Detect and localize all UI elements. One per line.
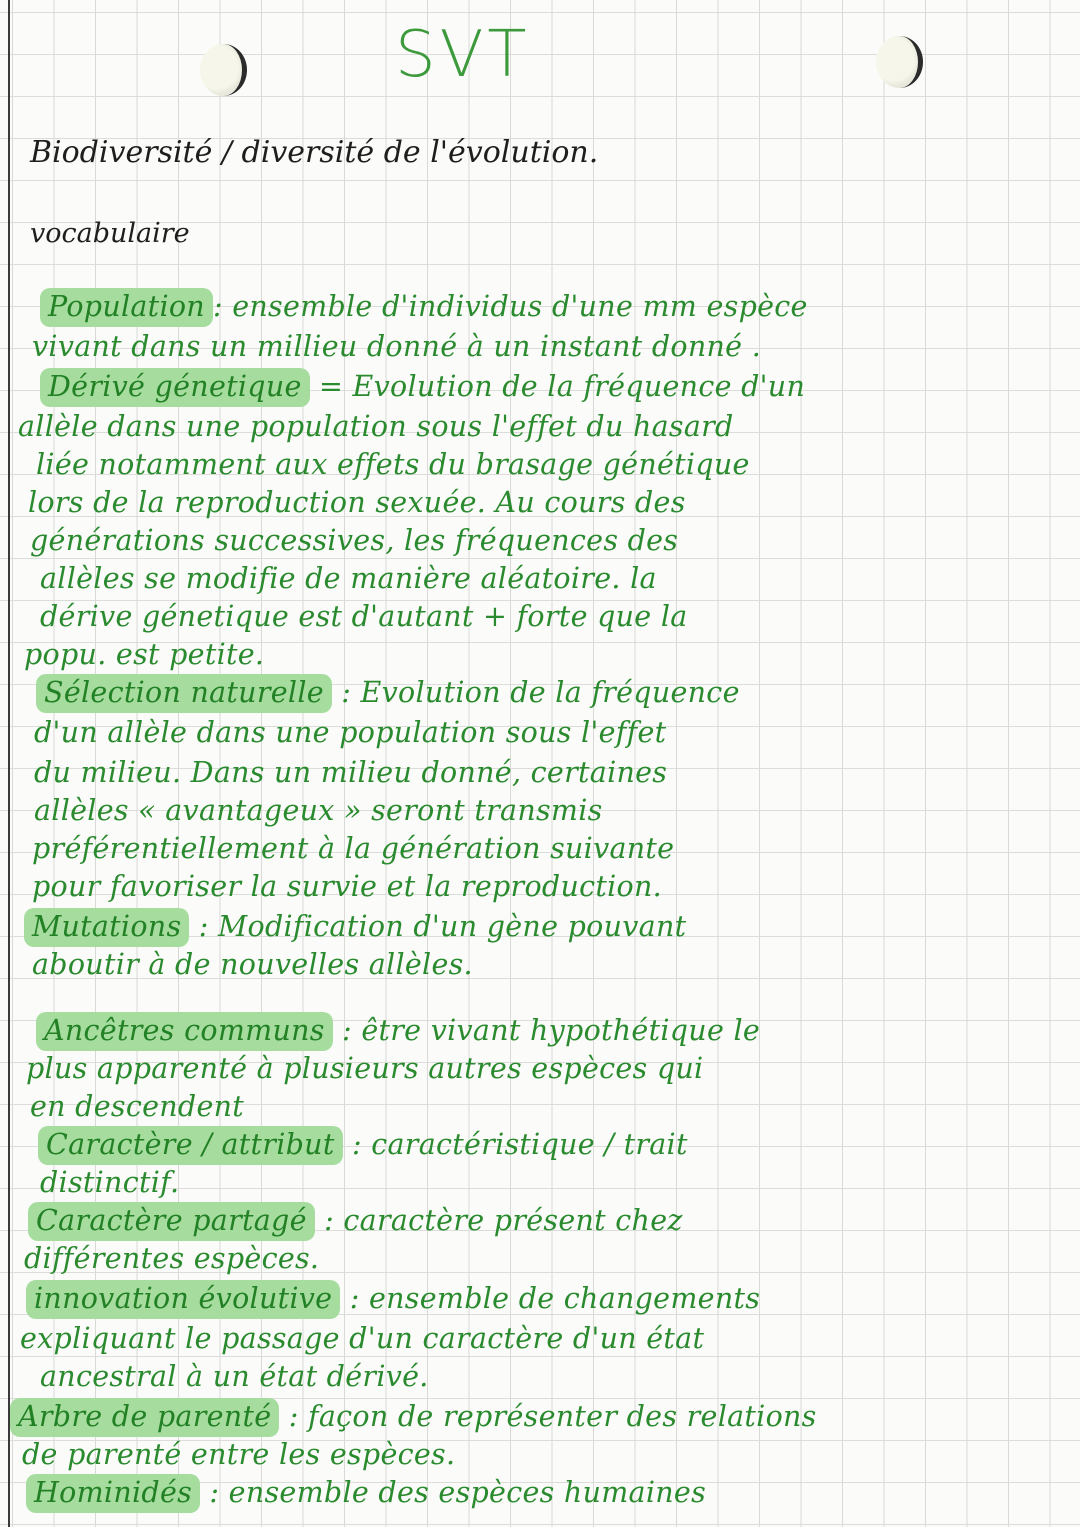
page-title: SVT [395, 18, 531, 92]
definition-character-attribute [46, 1128, 688, 1161]
definition-line: vivant dans un millieu donné à un instant donné . [32, 330, 762, 363]
definition-line: préférentiellement à la génération suivante [32, 832, 675, 865]
term-highlight: Hominidés [26, 1474, 200, 1513]
definition-line: allèle dans une population sous l'effet du hasard [18, 410, 734, 443]
definition-shared-character [36, 1204, 683, 1237]
definition-line: en descendent [30, 1090, 245, 1123]
definition-line: dérive génetique est d'autant + forte que la [40, 600, 688, 633]
definition-population [48, 290, 808, 323]
definition-line: allèles se modifie de manière aléatoire. la [40, 562, 657, 595]
definition-line: distinctif. [40, 1166, 180, 1199]
term-highlight: innovation évolutive [26, 1280, 340, 1319]
term-highlight: Arbre de parenté [10, 1398, 279, 1437]
definition-line: différentes espèces. [24, 1242, 320, 1275]
term-highlight: Ancêtres communs [36, 1012, 333, 1051]
notebook-margin-line [8, 0, 10, 1527]
definition-text: : ensemble des espèces humaines [200, 1476, 707, 1509]
definition-line: lors de la reproduction sexuée. Au cours des [28, 486, 686, 519]
term-highlight: Mutations [24, 908, 189, 947]
binder-hole-left [200, 44, 247, 96]
definition-line: de parenté entre les espèces. [22, 1438, 456, 1471]
definition-line: pour favoriser la survie et la reproduction. [32, 870, 663, 903]
definition-hominids [34, 1476, 706, 1509]
definition-line: d'un allèle dans une population sous l'effet [34, 716, 667, 749]
term-highlight: Population [40, 288, 213, 327]
definition-phylogenetic-tree [18, 1400, 817, 1433]
definition-line: expliquant le passage d'un caractère d'un état [20, 1322, 705, 1355]
term-highlight: Caractère partagé [28, 1202, 315, 1241]
definition-common-ancestors [44, 1014, 760, 1047]
definition-text: : façon de représenter des relations [279, 1400, 817, 1433]
term-highlight: Sélection naturelle [36, 674, 332, 713]
definition-line: aboutir à de nouvelles allèles. [32, 948, 473, 981]
definition-text: : Evolution de la fréquence [331, 676, 740, 709]
definition-natural-selection [44, 676, 740, 709]
definition-line: liée notamment aux effets du brasage génétique [36, 448, 750, 481]
definition-text: : caractéristique / trait [342, 1128, 688, 1161]
definition-line: plus apparenté à plusieurs autres espèces qui [26, 1052, 704, 1085]
definition-text: : caractère présent chez [314, 1204, 683, 1237]
definition-text: : Modification d'un gène pouvant [189, 910, 687, 943]
definition-text: : ensemble de changements [340, 1282, 761, 1315]
definition-text: : ensemble d'individus d'une mm espèce [212, 290, 808, 323]
term-highlight: Caractère / attribut [38, 1126, 343, 1165]
definition-text: : être vivant hypothétique le [332, 1014, 761, 1047]
section-heading-vocabulary: vocabulaire [30, 218, 190, 249]
term-highlight: Dérivé génetique [40, 368, 310, 407]
definition-text: = Evolution de la fréquence d'un [309, 370, 806, 403]
definition-genetic-drift [48, 370, 805, 403]
definition-line: du milieu. Dans un milieu donné, certaines [34, 756, 668, 789]
definition-evolutionary-innovation [34, 1282, 760, 1315]
binder-hole-right [876, 36, 923, 88]
chapter-heading: Biodiversité / diversité de l'évolution. [30, 135, 599, 170]
definition-line: générations successives, les fréquences des [30, 524, 679, 557]
definition-line: allèles « avantageux » seront transmis [34, 794, 603, 827]
definition-line: popu. est petite. [24, 638, 265, 671]
definition-line: ancestral à un état dérivé. [40, 1360, 429, 1393]
definition-mutations [32, 910, 686, 943]
